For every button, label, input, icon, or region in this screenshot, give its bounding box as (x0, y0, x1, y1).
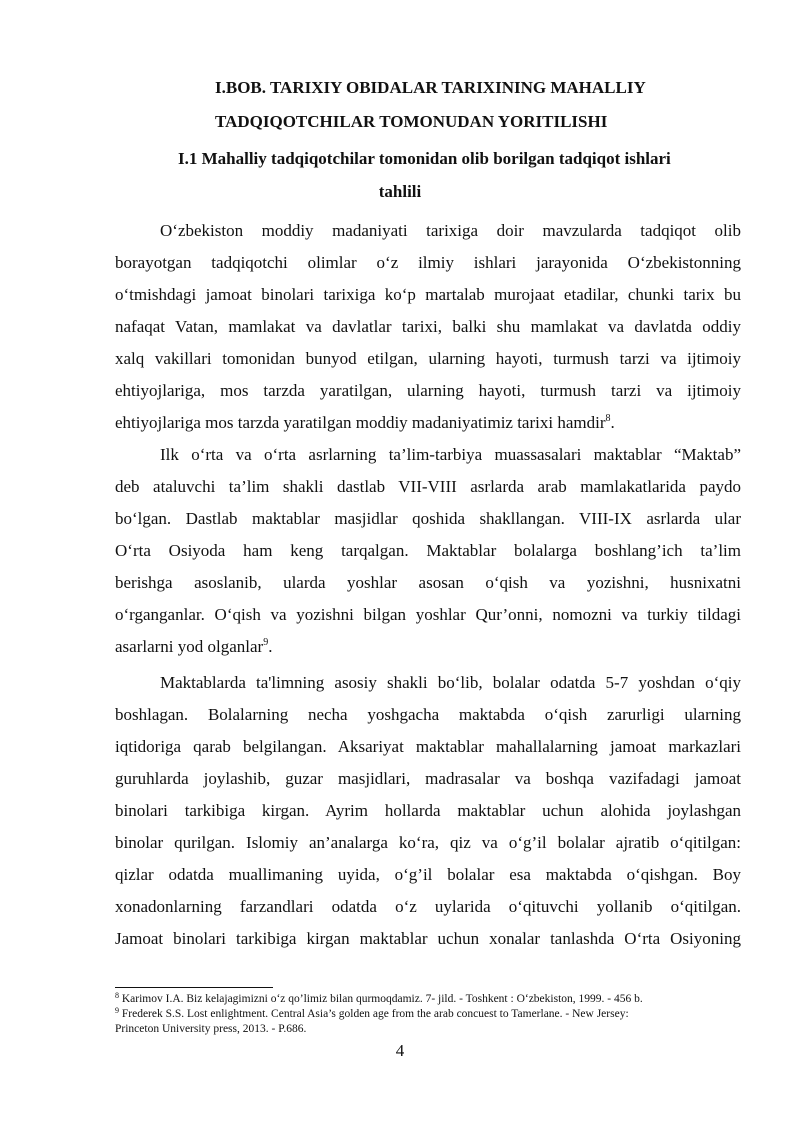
paragraph-1-line: ehtiyojlariga, mos tarzda yaratilgan, ularning hayoti, turmush tarzi va ijtimoiy (115, 381, 741, 400)
paragraph-1-line: O‘zbekiston moddiy madaniyati tarixiga doir mavzularda tadqiqot olib (160, 221, 741, 240)
chapter-title-line-2: TADQIQOTCHILAR TOMONUDAN YORITILISHI (215, 112, 608, 131)
paragraph-2-line: asarlarni yod olganlar (115, 637, 264, 656)
paragraph-3-line: boshlagan. Bolalarning necha yoshgacha maktabda o‘qish zarurligi ularning (115, 705, 741, 724)
paragraph-2-line: deb ataluvchi ta’lim shakli dastlab VII-VIII asrlarda arab mamlakatlarida paydo (115, 477, 741, 496)
footnote-text: Frederek S.S. Lost enlightment. Central Asia’s golden age from the arab concuest to Tamerlane. - New Jersey: (121, 1008, 629, 1020)
paragraph-2-line: o‘rganganlar. O‘qish va yozishni bilgan yoshlar Qur’onni, nomozni va turkiy tildagi (115, 605, 741, 624)
chapter-title-line-1: I.BOB. TARIXIY OBIDALAR TARIXINING MAHALLIY (215, 78, 646, 97)
footnote-text: Karimov I.A. Biz kelajagimizni o‘z qo’limiz bilan qurmoqdamiz. 7- jild. - Toshkent : O‘zbekiston, 1999. - 456 b. (121, 993, 643, 1005)
paragraph-1-line: xalq vakillari tomonidan bunyod etilgan, ularning hayoti, turmush tarzi va ijtimoiy (115, 349, 741, 368)
paragraph-3-line: binolar qurilgan. Islomiy an’analarga ko‘ra, qiz va o‘g’il bolalar ajratib o‘qitilgan: (115, 833, 741, 852)
paragraph-2-last-line (115, 637, 741, 660)
paragraph-3-line: binolari tarkibiga kirgan. Ayrim hollarda maktablar uchun alohida joylashgan (115, 801, 741, 820)
paragraph-3-line: guruhlarda joylashib, guzar masjidlari, madrasalar va boshqa vazifadagi jamoat (115, 769, 741, 788)
paragraph-1-line: ehtiyojlariga mos tarzda yaratilgan moddiy madaniyatimiz tarixi hamdir (115, 413, 606, 432)
paragraph-3-line: iqtidoriga qarab belgilangan. Aksariyat maktablar mahallalarning jamoat markazlari (115, 737, 741, 756)
paragraph-2-line: Ilk o‘rta va o‘rta asrlarning ta’lim-tarbiya muassasalari maktablar “Maktab” (160, 445, 741, 464)
footnote-marker: 9 (115, 1006, 119, 1015)
paragraph-1-line: borayotgan tadqiqotchi olimlar o‘z ilmiy ishlari jarayonida O‘zbekistonning (115, 253, 741, 272)
sentence-period: . (268, 637, 273, 656)
footnote-marker: 8 (115, 991, 119, 1000)
footnote-9 (115, 1007, 741, 1022)
footnote-separator (115, 987, 273, 988)
paragraph-1-last-line (115, 413, 741, 436)
sentence-period: . (610, 413, 615, 432)
section-title-line-1: I.1 Mahalliy tadqiqotchilar tomonidan olib borilgan tadqiqot ishlari (178, 149, 671, 168)
section-title-line-2: tahlili (378, 182, 422, 201)
paragraph-2-line: berishga asoslanib, ularda yoshlar asosan o‘qish va yozishni, husnixatni (115, 573, 741, 592)
footnote-ref-8[interactable]: 8 (605, 413, 611, 424)
paragraph-3-line: xonadonlarning farzandlari odatda o‘z uylarida o‘qituvchi yollanib o‘qitilgan. (115, 897, 741, 916)
paragraph-1-line: o‘tmishdagi jamoat binolari tarixiga ko‘p martalab murojaat etadilar, chunki tarix bu (115, 285, 741, 304)
paragraph-2-line: bo‘lgan. Dastlab maktablar masjidlar qoshida shakllangan. VIII-IX asrlarda ular (115, 509, 741, 528)
paragraph-2-line: O‘rta Osiyoda ham keng tarqalgan. Maktablar bolalarga boshlang’ich ta’lim (115, 541, 741, 560)
footnote-9-continuation: Princeton University press, 2013. - P.686. (115, 1023, 307, 1035)
paragraph-1-line: nafaqat Vatan, mamlakat va davlatlar tarixi, balki shu mamlakat va davlatda oddiy (115, 317, 741, 336)
footnote-ref-9[interactable]: 9 (263, 637, 269, 648)
footnote-8 (115, 992, 741, 1007)
paragraph-3-line: qizlar odatda muallimaning uyida, o‘g’il bolalar esa maktabda o‘qishgan. Boy (115, 865, 741, 884)
paragraph-3-line: Jamoat binolari tarkibiga kirgan maktablar uchun xonalar tanlashda O‘rta Osiyoning (115, 929, 741, 948)
paragraph-3-line: Maktablarda ta'limning asosiy shakli bo‘lib, bolalar odatda 5-7 yoshdan o‘qiy (160, 673, 741, 692)
page-number: 4 (395, 1041, 405, 1060)
